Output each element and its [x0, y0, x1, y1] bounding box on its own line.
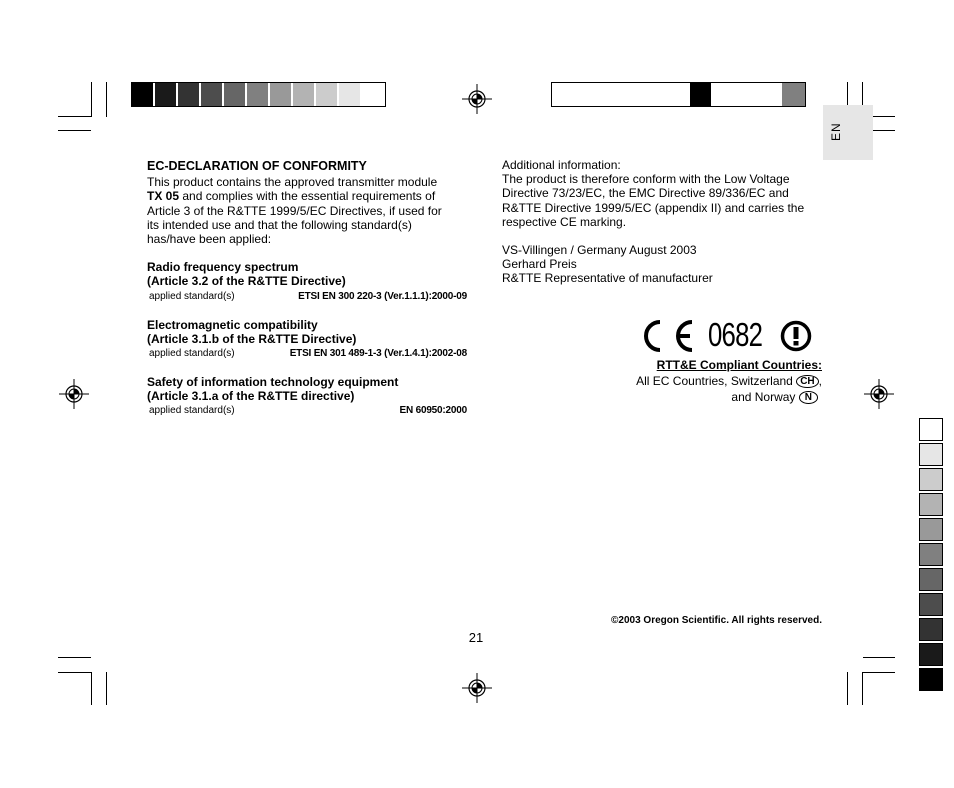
section-subheading: (Article 3.2 of the R&TTE Directive)	[147, 274, 346, 289]
countries-title: RTT&E Compliant Countries:	[656, 358, 822, 372]
color-swatch	[919, 443, 943, 466]
signatory-role: R&TTE Representative of manufacturer	[502, 271, 713, 286]
additional-info-line-3: R&TTE Directive 1999/5/EC (appendix II) and carries the	[502, 200, 805, 215]
language-tab-label: EN	[829, 122, 843, 141]
intro-line-4: its intended use and that the following standard(s)	[147, 217, 412, 232]
additional-info-title: Additional information:	[502, 158, 621, 172]
color-swatch	[919, 568, 943, 591]
standard-row	[147, 403, 467, 417]
color-swatch	[667, 83, 690, 106]
section-heading: Safety of information technology equipment	[147, 375, 399, 390]
color-swatch	[690, 83, 713, 106]
right-column	[502, 158, 832, 286]
color-swatch	[621, 83, 644, 106]
alert-mark-icon	[780, 320, 812, 352]
countries-comma: ,	[818, 374, 822, 388]
color-swatch	[713, 83, 736, 106]
left-column	[147, 159, 467, 417]
color-swatch	[362, 83, 385, 106]
additional-info-line-2: Directive 73/23/EC, the EMC Directive 89/336/EC and	[502, 186, 789, 201]
countries-text-2: and Norway	[731, 390, 796, 404]
notified-body-number: 0682	[708, 316, 763, 353]
color-swatch	[919, 518, 943, 541]
color-swatch	[919, 618, 943, 641]
color-swatch	[178, 83, 201, 106]
color-swatch	[552, 83, 575, 106]
color-swatch	[919, 668, 943, 691]
model-name: TX 05	[147, 189, 180, 204]
color-swatch	[270, 83, 293, 106]
color-swatch	[919, 593, 943, 616]
color-swatch	[919, 643, 943, 666]
section-heading: Electromagnetic compatibility	[147, 317, 318, 332]
section-emc	[147, 318, 467, 360]
registration-mark-bottom-icon	[462, 673, 492, 703]
countries-text-1: All EC Countries, Switzerland	[636, 374, 793, 388]
intro-line-1: This product contains the approved transmitter module	[147, 175, 438, 190]
additional-info-line-1: The product is therefore conform with the Low Voltage	[502, 172, 790, 187]
color-strip-top-left	[131, 82, 386, 107]
switzerland-badge: CH	[796, 375, 818, 388]
intro-line-2	[147, 189, 467, 203]
compliant-countries	[560, 358, 822, 405]
registration-mark-right-icon	[864, 379, 894, 409]
intro-line-5: has/have been applied:	[147, 232, 272, 247]
section-radio	[147, 260, 467, 302]
color-swatch	[575, 83, 598, 106]
section-subheading: (Article 3.1.a of the R&TTE directive)	[147, 389, 355, 404]
color-swatch	[132, 83, 155, 106]
color-swatch	[247, 83, 270, 106]
color-swatch	[759, 83, 782, 106]
color-swatch	[736, 83, 759, 106]
registration-mark-top-icon	[462, 84, 492, 114]
declaration-title: EC-DECLARATION OF CONFORMITY	[147, 159, 367, 173]
color-swatch	[919, 543, 943, 566]
countries-line-1	[560, 374, 822, 389]
page-number: 21	[468, 630, 484, 645]
standard-label: applied standard(s)	[149, 348, 235, 360]
ce-mark-icon	[630, 318, 702, 354]
color-swatch	[919, 418, 943, 441]
color-swatch	[316, 83, 339, 106]
color-swatch	[293, 83, 316, 106]
color-swatch	[201, 83, 224, 106]
color-swatch	[155, 83, 178, 106]
standard-value: ETSI EN 300 220-3 (Ver.1.1.1):2000-09	[298, 290, 467, 302]
color-strip-top-right	[551, 82, 806, 107]
intro-line-2-text: and complies with the essential requirements of	[179, 189, 436, 204]
standard-value: EN 60950:2000	[399, 405, 467, 417]
section-heading: Radio frequency spectrum	[147, 260, 299, 275]
color-swatch	[919, 468, 943, 491]
color-swatch	[224, 83, 247, 106]
intro-line-3: Article 3 of the R&TTE 1999/5/EC Directives, if used for	[147, 203, 442, 218]
registration-mark-left-icon	[59, 379, 89, 409]
norway-badge: N	[799, 391, 818, 404]
countries-line-2	[560, 390, 822, 405]
standard-value: ETSI EN 301 489-1-3 (Ver.1.4.1):2002-08	[289, 348, 467, 360]
additional-info-line-4: respective CE marking.	[502, 214, 627, 229]
color-swatch	[919, 493, 943, 516]
color-swatch	[644, 83, 667, 106]
place-date: VS-Villingen / Germany August 2003	[502, 243, 697, 258]
standard-label: applied standard(s)	[149, 290, 235, 302]
section-safety	[147, 375, 467, 417]
copyright: ©2003 Oregon Scientific. All rights reserved.	[611, 615, 822, 626]
color-swatch	[782, 83, 805, 106]
language-tab	[823, 105, 873, 160]
signatory-name: Gerhard Preis	[502, 257, 577, 272]
color-swatch	[598, 83, 621, 106]
section-subheading: (Article 3.1.b of the R&TTE Directive)	[147, 331, 357, 346]
color-swatch	[339, 83, 362, 106]
standard-label: applied standard(s)	[149, 405, 235, 417]
standard-row	[147, 289, 467, 303]
color-strip-right	[919, 418, 943, 693]
standard-row	[147, 346, 467, 360]
ce-marking	[630, 318, 820, 354]
